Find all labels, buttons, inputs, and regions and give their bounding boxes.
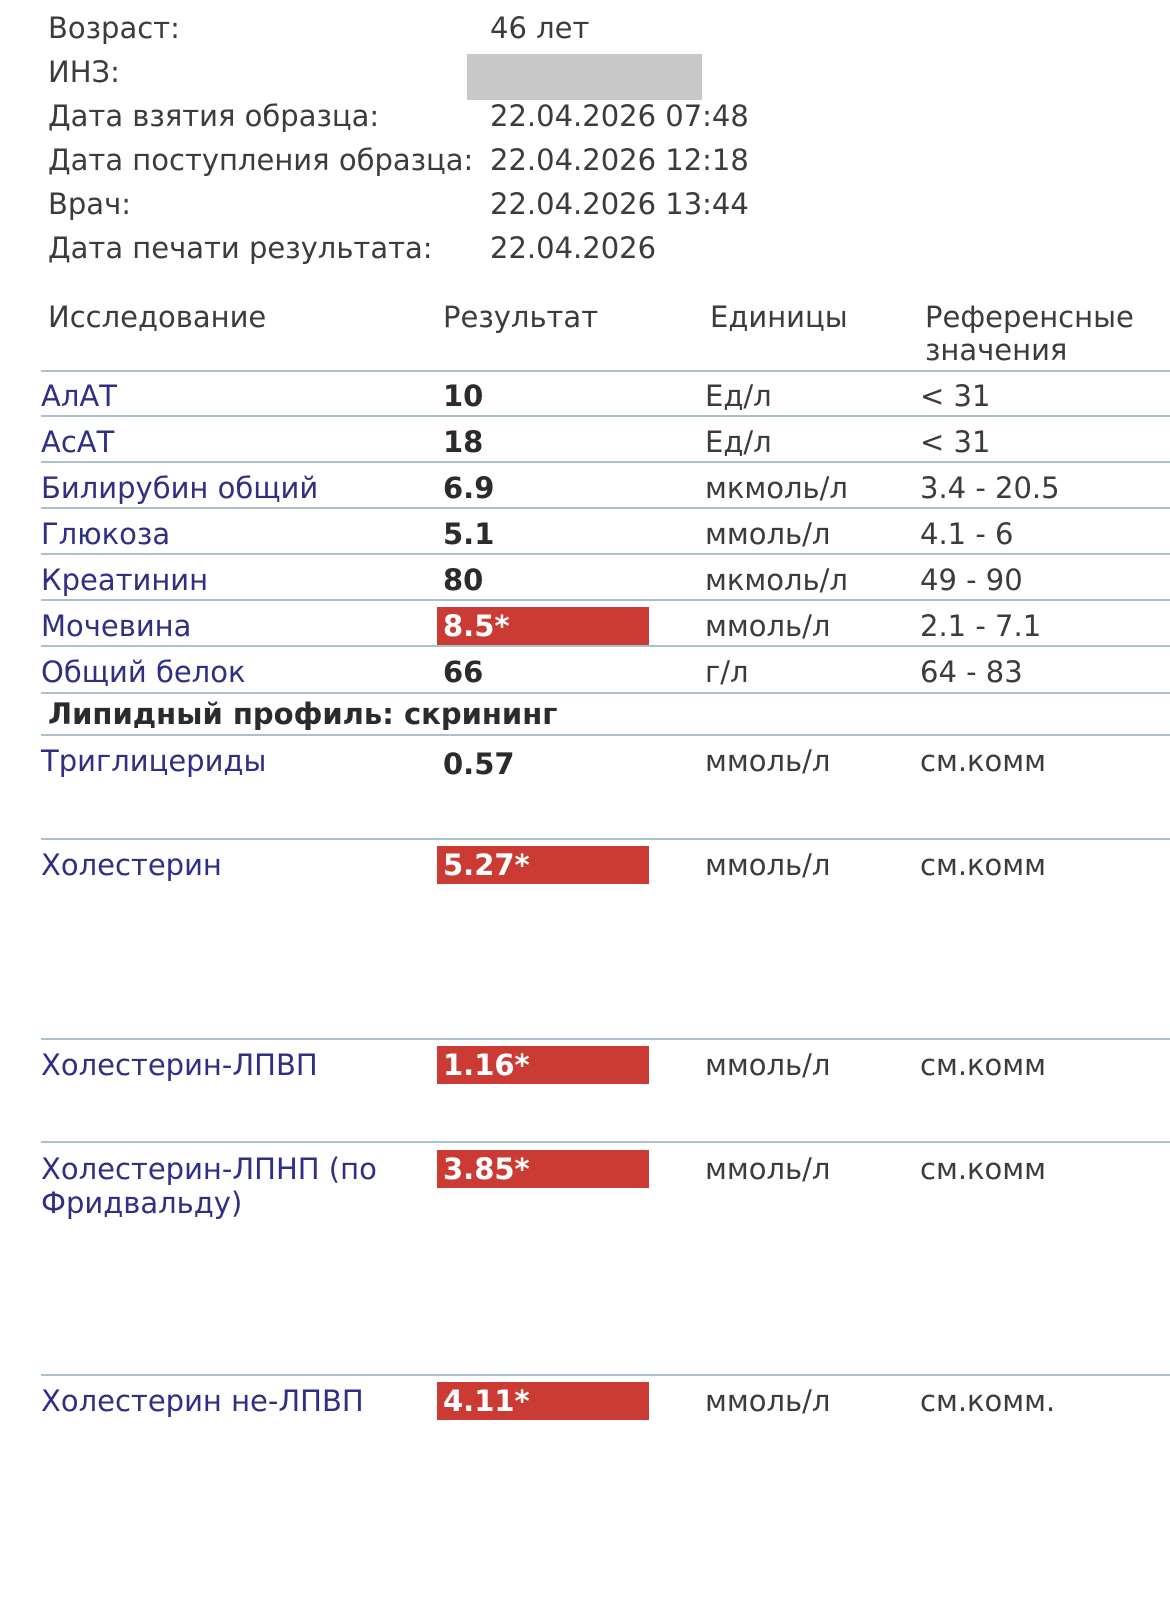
test-name: Общий белок bbox=[41, 655, 246, 689]
test-reference: < 31 bbox=[920, 379, 991, 413]
test-result-flagged: 4.11* bbox=[437, 1382, 649, 1420]
info-row-sample-date bbox=[0, 94, 1170, 138]
divider bbox=[41, 507, 1170, 509]
info-label: Возраст: bbox=[48, 11, 180, 45]
test-unit: ммоль/л bbox=[705, 1152, 831, 1186]
info-label: ИНЗ: bbox=[48, 55, 120, 89]
info-label: Врач: bbox=[48, 187, 131, 221]
test-reference: см.комм bbox=[920, 848, 1047, 882]
test-reference: 49 - 90 bbox=[920, 563, 1023, 597]
info-value: 22.04.2026 13:44 bbox=[490, 187, 749, 221]
test-unit: Ед/л bbox=[705, 425, 772, 459]
test-reference: 64 - 83 bbox=[920, 655, 1023, 689]
divider bbox=[41, 415, 1170, 417]
test-result: 5.1 bbox=[443, 517, 495, 551]
test-result-flagged: 5.27* bbox=[437, 846, 649, 884]
divider bbox=[41, 1038, 1170, 1040]
test-reference: см.комм bbox=[920, 1152, 1047, 1186]
header-reference: Референсные bbox=[925, 300, 1134, 334]
test-unit: ммоль/л bbox=[705, 517, 831, 551]
test-result-flagged: 3.85* bbox=[437, 1150, 649, 1188]
test-name: Глюкоза bbox=[41, 517, 171, 551]
divider bbox=[41, 838, 1170, 840]
info-value: 46 лет bbox=[490, 11, 590, 45]
test-name: Билирубин общий bbox=[41, 471, 319, 505]
test-name-line2: Фридвальду) bbox=[41, 1186, 243, 1220]
info-label: Дата поступления образца: bbox=[48, 143, 474, 177]
test-name: Триглицериды bbox=[41, 744, 267, 778]
test-unit: г/л bbox=[705, 655, 749, 689]
test-unit: ммоль/л bbox=[705, 848, 831, 882]
divider bbox=[41, 461, 1170, 463]
test-result-flagged: 8.5* bbox=[437, 607, 649, 645]
test-reference: см.комм bbox=[920, 1048, 1047, 1082]
info-value: 22.04.2026 12:18 bbox=[490, 143, 749, 177]
test-result: 66 bbox=[443, 655, 484, 689]
test-name: Креатинин bbox=[41, 563, 209, 597]
divider bbox=[41, 734, 1170, 736]
test-reference: 4.1 - 6 bbox=[920, 517, 1014, 551]
test-unit: ммоль/л bbox=[705, 744, 831, 778]
divider bbox=[41, 645, 1170, 647]
test-result: 80 bbox=[443, 563, 484, 597]
divider bbox=[41, 599, 1170, 601]
test-unit: ммоль/л bbox=[705, 609, 831, 643]
test-result: 6.9 bbox=[443, 471, 495, 505]
test-name: Холестерин bbox=[41, 848, 222, 882]
header-units: Единицы bbox=[710, 300, 848, 334]
test-name: Холестерин-ЛПНП (по bbox=[41, 1152, 377, 1186]
info-label: Дата взятия образца: bbox=[48, 99, 380, 133]
test-unit: Ед/л bbox=[705, 379, 772, 413]
test-name: АлАТ bbox=[41, 379, 117, 413]
test-result: 10 bbox=[443, 379, 484, 413]
test-name: Мочевина bbox=[41, 609, 192, 643]
header-test: Исследование bbox=[48, 300, 267, 334]
info-row-print-date bbox=[0, 226, 1170, 270]
test-reference: 3.4 - 20.5 bbox=[920, 471, 1060, 505]
header-result: Результат bbox=[443, 300, 599, 334]
test-reference: < 31 bbox=[920, 425, 991, 459]
divider bbox=[41, 1141, 1170, 1143]
info-value: 22.04.2026 07:48 bbox=[490, 99, 749, 133]
test-result: 18 bbox=[443, 425, 484, 459]
test-unit: мкмоль/л bbox=[705, 563, 848, 597]
info-row-age bbox=[0, 6, 1170, 50]
divider bbox=[41, 1374, 1170, 1376]
test-result-flagged: 1.16* bbox=[437, 1046, 649, 1084]
test-name: Холестерин-ЛПВП bbox=[41, 1048, 318, 1082]
test-unit: ммоль/л bbox=[705, 1048, 831, 1082]
header-reference-line2: значения bbox=[925, 333, 1068, 367]
test-result: 0.57 bbox=[443, 747, 515, 781]
section-title: Липидный профиль: скрининг bbox=[48, 697, 558, 731]
info-label: Дата печати результата: bbox=[48, 231, 433, 265]
test-reference: см.комм bbox=[920, 744, 1047, 778]
test-unit: ммоль/л bbox=[705, 1384, 831, 1418]
divider bbox=[41, 553, 1170, 555]
test-reference: см.комм. bbox=[920, 1384, 1056, 1418]
test-unit: мкмоль/л bbox=[705, 471, 848, 505]
info-row-received-date bbox=[0, 138, 1170, 182]
info-value: 22.04.2026 bbox=[490, 231, 657, 265]
info-row-doctor bbox=[0, 182, 1170, 226]
divider bbox=[41, 370, 1170, 372]
test-reference: 2.1 - 7.1 bbox=[920, 609, 1042, 643]
divider bbox=[41, 692, 1170, 694]
test-name: АсАТ bbox=[41, 425, 115, 459]
test-name: Холестерин не-ЛПВП bbox=[41, 1384, 364, 1418]
info-row-inz bbox=[0, 50, 1170, 94]
